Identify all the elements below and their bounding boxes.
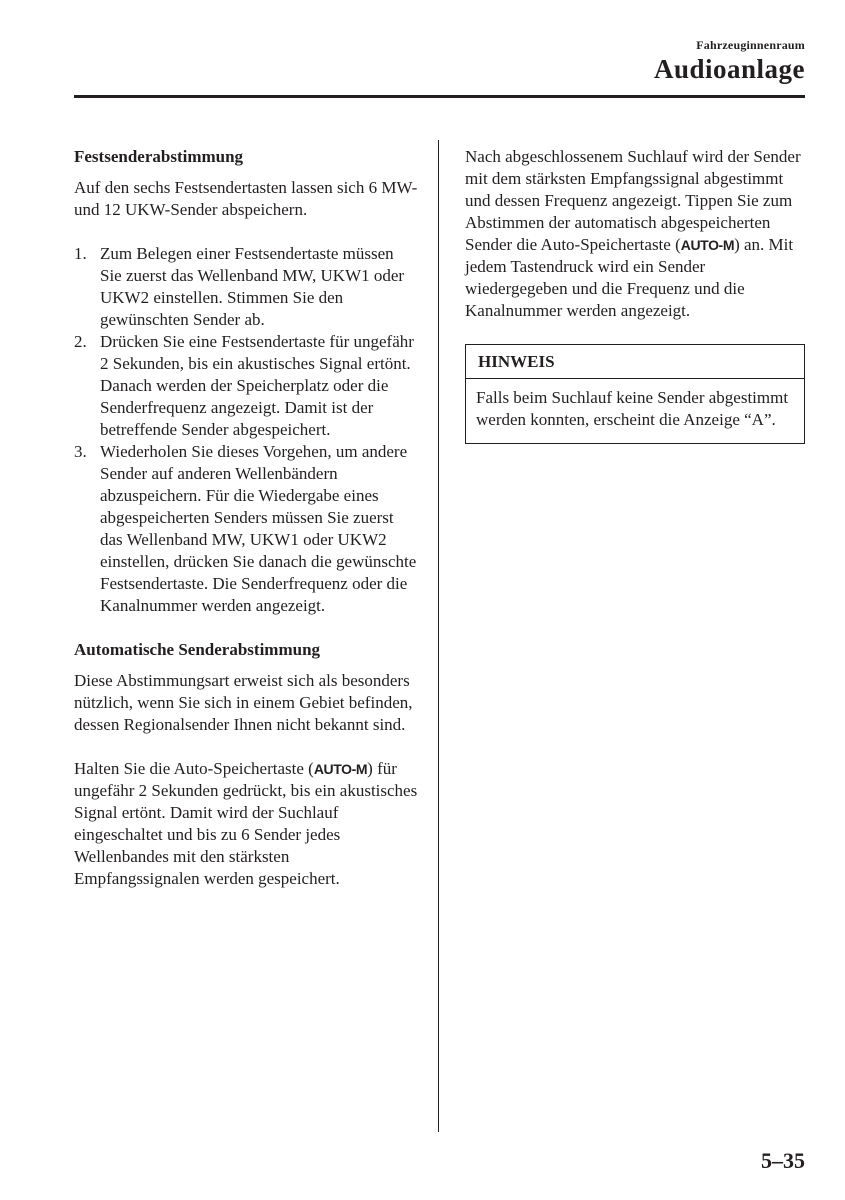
auto-m-button-label: AUTO-M	[680, 237, 735, 253]
auto-m-button-label: AUTO-M	[313, 761, 368, 777]
scan-text-after: ) an. Mit jedem Tastendruck wird ein Sender wiedergegeben und die Frequenz und die Kanalnummer werden angezeigt.	[465, 235, 794, 320]
list-item	[74, 331, 419, 441]
note-title: HINWEIS	[466, 345, 804, 379]
preset-heading: Festsenderabstimmung	[74, 147, 244, 166]
page-number: 5–35	[761, 1148, 805, 1173]
auto-intro: Diese Abstimmungsart erweist sich als besonders nützlich, wenn Sie sich in einem Gebiet befinden, dessen Regionalsender Ihnen nicht bekannt sind.	[74, 671, 413, 734]
auto-text-after: ) für ungefähr 2 Sekunden gedrückt, bis ein akustisches Signal ertönt. Damit wird der Suchlauf eingeschaltet und bis zu 6 Sender jedes Wellenbandes mit den stärksten Empfangssignalen werden gespeichert.	[74, 759, 418, 888]
list-item	[74, 243, 419, 331]
column-divider	[438, 140, 439, 1132]
step-text: Wiederholen Sie dieses Vorgehen, um andere Sender auf anderen Wellenbändern abzuspeichern. Für die Wiedergabe eines abgespeicherten Senders müssen Sie zuerst das Wellenband MW, UKW1 oder UKW2 einstellen, drücken Sie danach die gewünschte Festsendertaste. Die Senderfrequenz oder die Kanalnummer werden angezeigt.	[100, 442, 417, 615]
auto-instructions	[74, 758, 419, 890]
page-title: Audioanlage	[653, 54, 805, 84]
step-text: Zum Belegen einer Festsendertaste müssen Sie zuerst das Wellenband MW, UKW1 oder UKW2 einstellen. Stimmen Sie den gewünschten Sender ab.	[100, 244, 405, 329]
preset-intro: Auf den sechs Festsendertasten lassen sich 6 MW- und 12 UKW-Sender abspeichern.	[74, 178, 418, 219]
scan-text-before: Nach abgeschlossenem Suchlauf wird der Sender mit dem stärksten Empfangssignal abgestimmt und dessen Frequenz angezeigt. Tippen Sie zum Abstimmen der automatisch abgespeicherten Sender die Auto-Speichertaste (	[465, 147, 801, 254]
section-header: Fahrzeuginnenraum	[696, 38, 805, 52]
scan-result-paragraph	[465, 146, 810, 322]
preset-steps	[74, 243, 419, 617]
list-item	[74, 441, 419, 617]
right-column	[465, 146, 810, 444]
auto-heading: Automatische Senderabstimmung	[74, 640, 321, 659]
step-number: 3.	[74, 442, 87, 461]
note-box	[465, 344, 805, 444]
left-column	[74, 146, 419, 890]
step-text: Drücken Sie eine Festsendertaste für ungefähr 2 Sekunden, bis ein akustisches Signal ertönt. Danach werden der Speicherplatz oder die Senderfrequenz angezeigt. Damit ist der betreffende Sender abgespeichert.	[100, 332, 414, 439]
step-number: 2.	[74, 332, 87, 351]
auto-text-before: Halten Sie die Auto-Speichertaste (	[74, 759, 314, 778]
step-number: 1.	[74, 244, 87, 263]
header-rule	[74, 95, 805, 98]
note-text: Falls beim Suchlauf keine Sender abgestimmt werden konnten, erscheint die Anzeige “A”.	[476, 388, 789, 429]
